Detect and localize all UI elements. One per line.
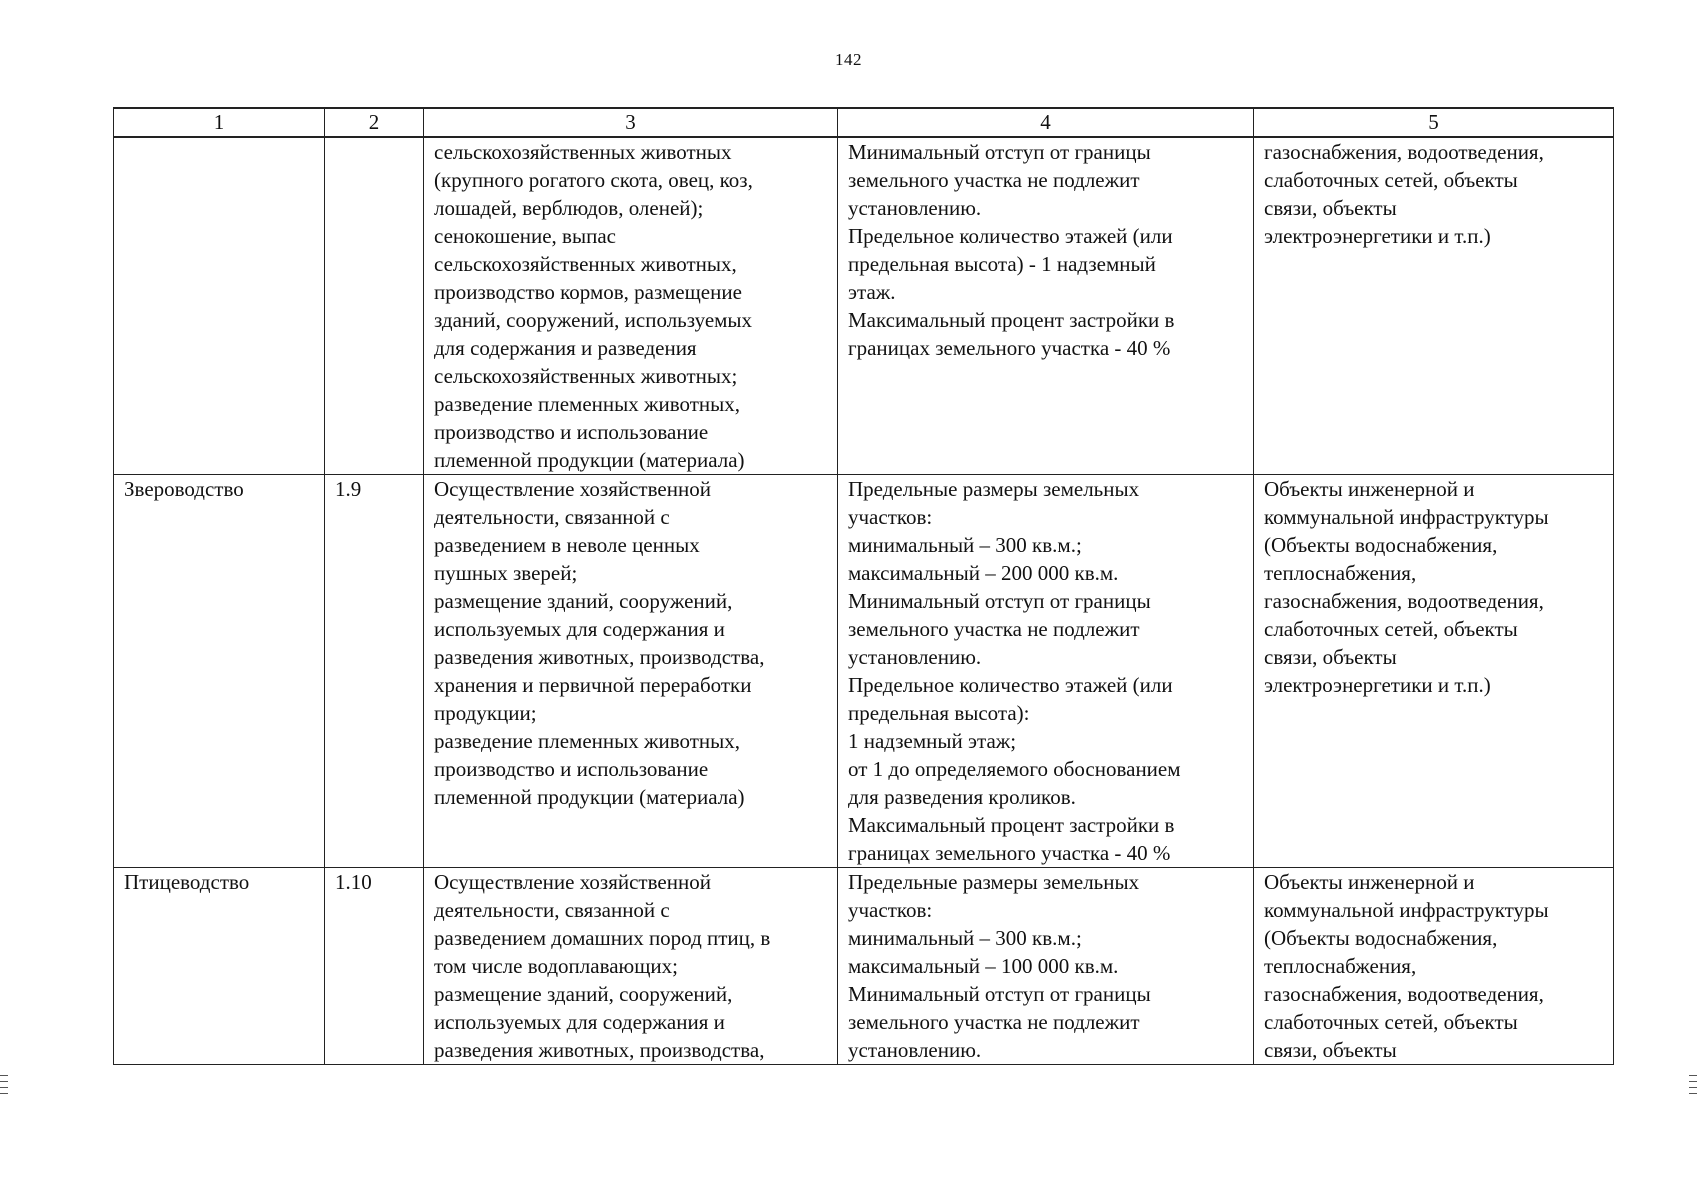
scan-edge-mark-left	[0, 1093, 8, 1094]
table-row	[114, 137, 1614, 475]
use-description-cell: сельскохозяйственных животных (крупного рогатого скота, овец, коз, лошадей, верблюдов, оленей); сенокошение, выпас сельскохозяйственных животных, производство кормов, размещение зданий, сооружений, используемых для содержания и разведения сельскохозяйственных животных; разведение племенных животных, производство и использование племенной продукции (материала)	[424, 137, 838, 475]
page-number: 142	[835, 50, 862, 69]
scan-edge-mark-right	[1689, 1081, 1697, 1082]
column-header-5: 5	[1254, 108, 1614, 137]
use-description-cell: Осуществление хозяйственной деятельности, связанной с разведением в неволе ценных пушных зверей; размещение зданий, сооружений, используемых для содержания и разведения животных, производства, хранения и первичной переработки продукции; разведение племенных животных, производство и использование племенной продукции (материала)	[424, 475, 838, 868]
land-use-table	[113, 107, 1614, 1065]
table-row	[114, 475, 1614, 868]
use-name-cell: Звероводство	[114, 475, 325, 868]
scan-edge-mark-right	[1689, 1093, 1697, 1094]
use-code-cell	[325, 137, 424, 475]
use-description-cell: Осуществление хозяйственной деятельности, связанной с разведением домашних пород птиц, в том числе водоплавающих; размещение зданий, сооружений, используемых для содержания и разведения животных, производства,	[424, 868, 838, 1065]
scan-edge-mark-left	[0, 1075, 8, 1076]
parameters-cell: Минимальный отступ от границы земельного участка не подлежит установлению. Предельное количество этажей (или предельная высота) - 1 надземный этаж. Максимальный процент застройки в границах земельного участка - 40 %	[838, 137, 1254, 475]
scan-edge-mark-right	[1689, 1075, 1697, 1076]
scan-edge-mark-left	[0, 1087, 8, 1088]
parameters-cell: Предельные размеры земельных участков: минимальный – 300 кв.м.; максимальный – 100 000 кв.м. Минимальный отступ от границы земельного участка не подлежит установлению.	[838, 868, 1254, 1065]
infrastructure-cell: газоснабжения, водоотведения, слаботочных сетей, объекты связи, объекты электроэнергетики и т.п.)	[1254, 137, 1614, 475]
column-header-3: 3	[424, 108, 838, 137]
use-code-cell: 1.9	[325, 475, 424, 868]
column-header-4: 4	[838, 108, 1254, 137]
use-name-cell: Птицеводство	[114, 868, 325, 1065]
infrastructure-cell: Объекты инженерной и коммунальной инфраструктуры (Объекты водоснабжения, теплоснабжения, газоснабжения, водоотведения, слаботочных сетей, объекты связи, объекты электроэнергетики и т.п.)	[1254, 475, 1614, 868]
header-row	[114, 108, 1614, 137]
parameters-cell: Предельные размеры земельных участков: минимальный – 300 кв.м.; максимальный – 200 000 кв.м. Минимальный отступ от границы земельного участка не подлежит установлению. Предельное количество этажей (или предельная высота): 1 надземный этаж; от 1 до определяемого обоснованием для разведения кроликов. Максимальный процент застройки в границах земельного участка - 40 %	[838, 475, 1254, 868]
infrastructure-cell: Объекты инженерной и коммунальной инфраструктуры (Объекты водоснабжения, теплоснабжения, газоснабжения, водоотведения, слаботочных сетей, объекты связи, объекты	[1254, 868, 1614, 1065]
column-header-1: 1	[114, 108, 325, 137]
use-name-cell	[114, 137, 325, 475]
scan-edge-mark-right	[1689, 1087, 1697, 1088]
column-header-2: 2	[325, 108, 424, 137]
scan-edge-mark-left	[0, 1081, 8, 1082]
use-code-cell: 1.10	[325, 868, 424, 1065]
table-row	[114, 868, 1614, 1065]
